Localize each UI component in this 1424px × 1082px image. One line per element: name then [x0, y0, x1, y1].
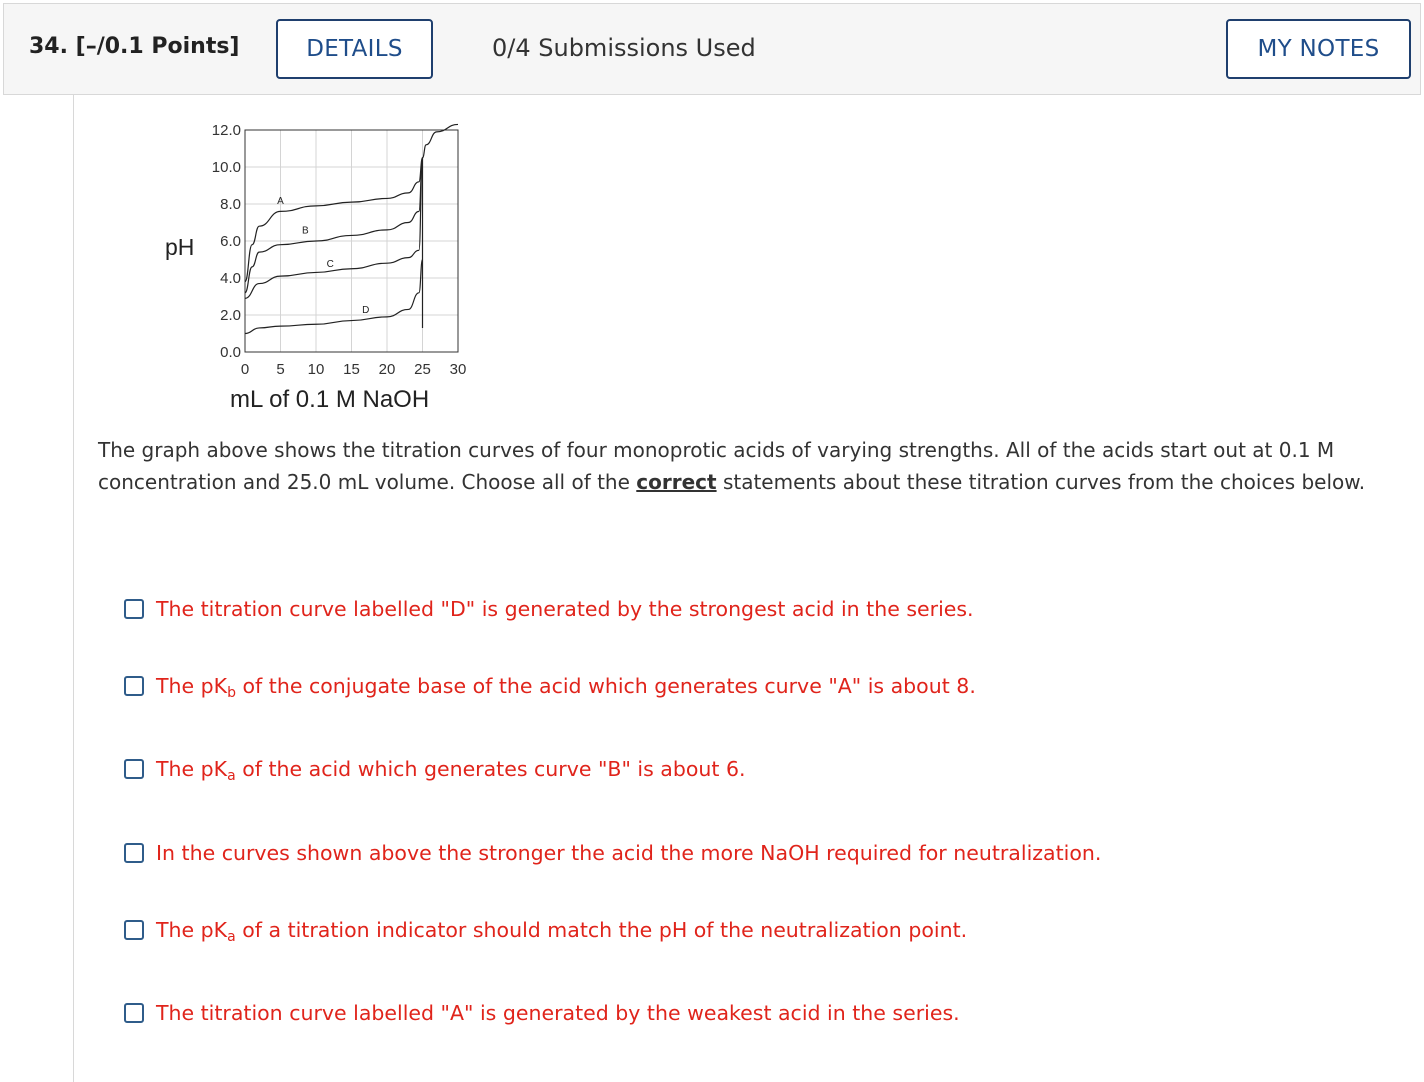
- checkbox[interactable]: [124, 676, 144, 696]
- option-label: In the curves shown above the stronger the acid the more NaOH required for neutralization.: [156, 841, 1102, 865]
- chart-grid: [245, 130, 458, 352]
- option-label: The titration curve labelled "D" is generated by the strongest acid in the series.: [156, 597, 974, 621]
- content-divider: [73, 95, 74, 1082]
- question-points: [–/0.1 Points]: [75, 34, 240, 59]
- checkbox[interactable]: [124, 1003, 144, 1023]
- checkbox[interactable]: [124, 843, 144, 863]
- option-label: The $pK_b$ of the conjugate base of the acid which generates curve "A" is about 8.: [156, 674, 976, 701]
- curve-B: [245, 158, 423, 293]
- answer-option-2[interactable]: [124, 674, 976, 701]
- option-label: The $pK_a$ of a titration indicator should match the pH of the neutralization point.: [156, 918, 968, 945]
- answer-option-4[interactable]: [124, 841, 1101, 865]
- my-notes-button[interactable]: MY NOTES: [1226, 19, 1411, 79]
- y-tick-label: 12.0: [211, 122, 241, 139]
- curve-labels: [277, 196, 369, 316]
- y-tick-label: 2.0: [220, 307, 241, 324]
- question-number: 34.: [29, 34, 68, 59]
- answer-option-6[interactable]: [124, 1001, 960, 1025]
- answer-option-5[interactable]: [124, 918, 968, 945]
- prompt-emphasis: correct: [636, 470, 717, 494]
- option-label: The titration curve labelled "A" is generated by the weakest acid in the series.: [156, 1001, 960, 1025]
- y-tick-label: 8.0: [220, 196, 241, 213]
- x-tick-label: 25: [414, 361, 431, 378]
- y-tick-labels: [212, 122, 241, 361]
- y-tick-label: 6.0: [220, 233, 241, 250]
- answer-option-1[interactable]: [124, 597, 974, 621]
- question-header: [3, 3, 1421, 95]
- y-tick-label: 0.0: [220, 344, 241, 361]
- x-tick-label: 10: [307, 361, 325, 378]
- y-tick-label: 10.0: [211, 159, 241, 176]
- curve-label-B: B: [302, 225, 309, 237]
- curve-label-A: A: [277, 196, 284, 207]
- x-tick-labels: [241, 361, 467, 378]
- details-button[interactable]: DETAILS: [276, 19, 433, 79]
- answer-option-3[interactable]: [124, 757, 746, 784]
- checkbox[interactable]: [124, 920, 144, 940]
- curve-label-C: C: [326, 258, 334, 270]
- prompt-text-start: The graph above shows the titration curves of four monoprotic acids of varying strengths. All of the acids start out at 0.1 M concentration and 25.0 mL volume. Choose all of the: [98, 438, 1335, 494]
- titration-chart: [150, 110, 480, 420]
- curve-C: [245, 158, 423, 299]
- x-tick-label: 0: [240, 361, 250, 378]
- checkbox[interactable]: [124, 599, 144, 619]
- x-tick-label: 20: [378, 361, 396, 378]
- checkbox[interactable]: [124, 759, 144, 779]
- y-axis-label: pH: [165, 234, 195, 260]
- prompt-text-end: statements about these titration curves from the choices below.: [716, 470, 1366, 494]
- curve-label-D: D: [362, 305, 370, 317]
- x-axis-label: mL of 0.1 M NaOH: [230, 386, 430, 413]
- x-tick-label: 30: [449, 361, 467, 378]
- x-tick-label: 15: [343, 361, 360, 378]
- question-prompt: [98, 434, 1398, 498]
- question-title: [29, 34, 240, 59]
- submissions-used: 0/4 Submissions Used: [492, 34, 756, 62]
- x-tick-label: 5: [276, 361, 285, 378]
- y-tick-label: 4.0: [220, 270, 241, 287]
- option-label: The $pK_a$ of the acid which generates curve "B" is about 6.: [156, 757, 746, 784]
